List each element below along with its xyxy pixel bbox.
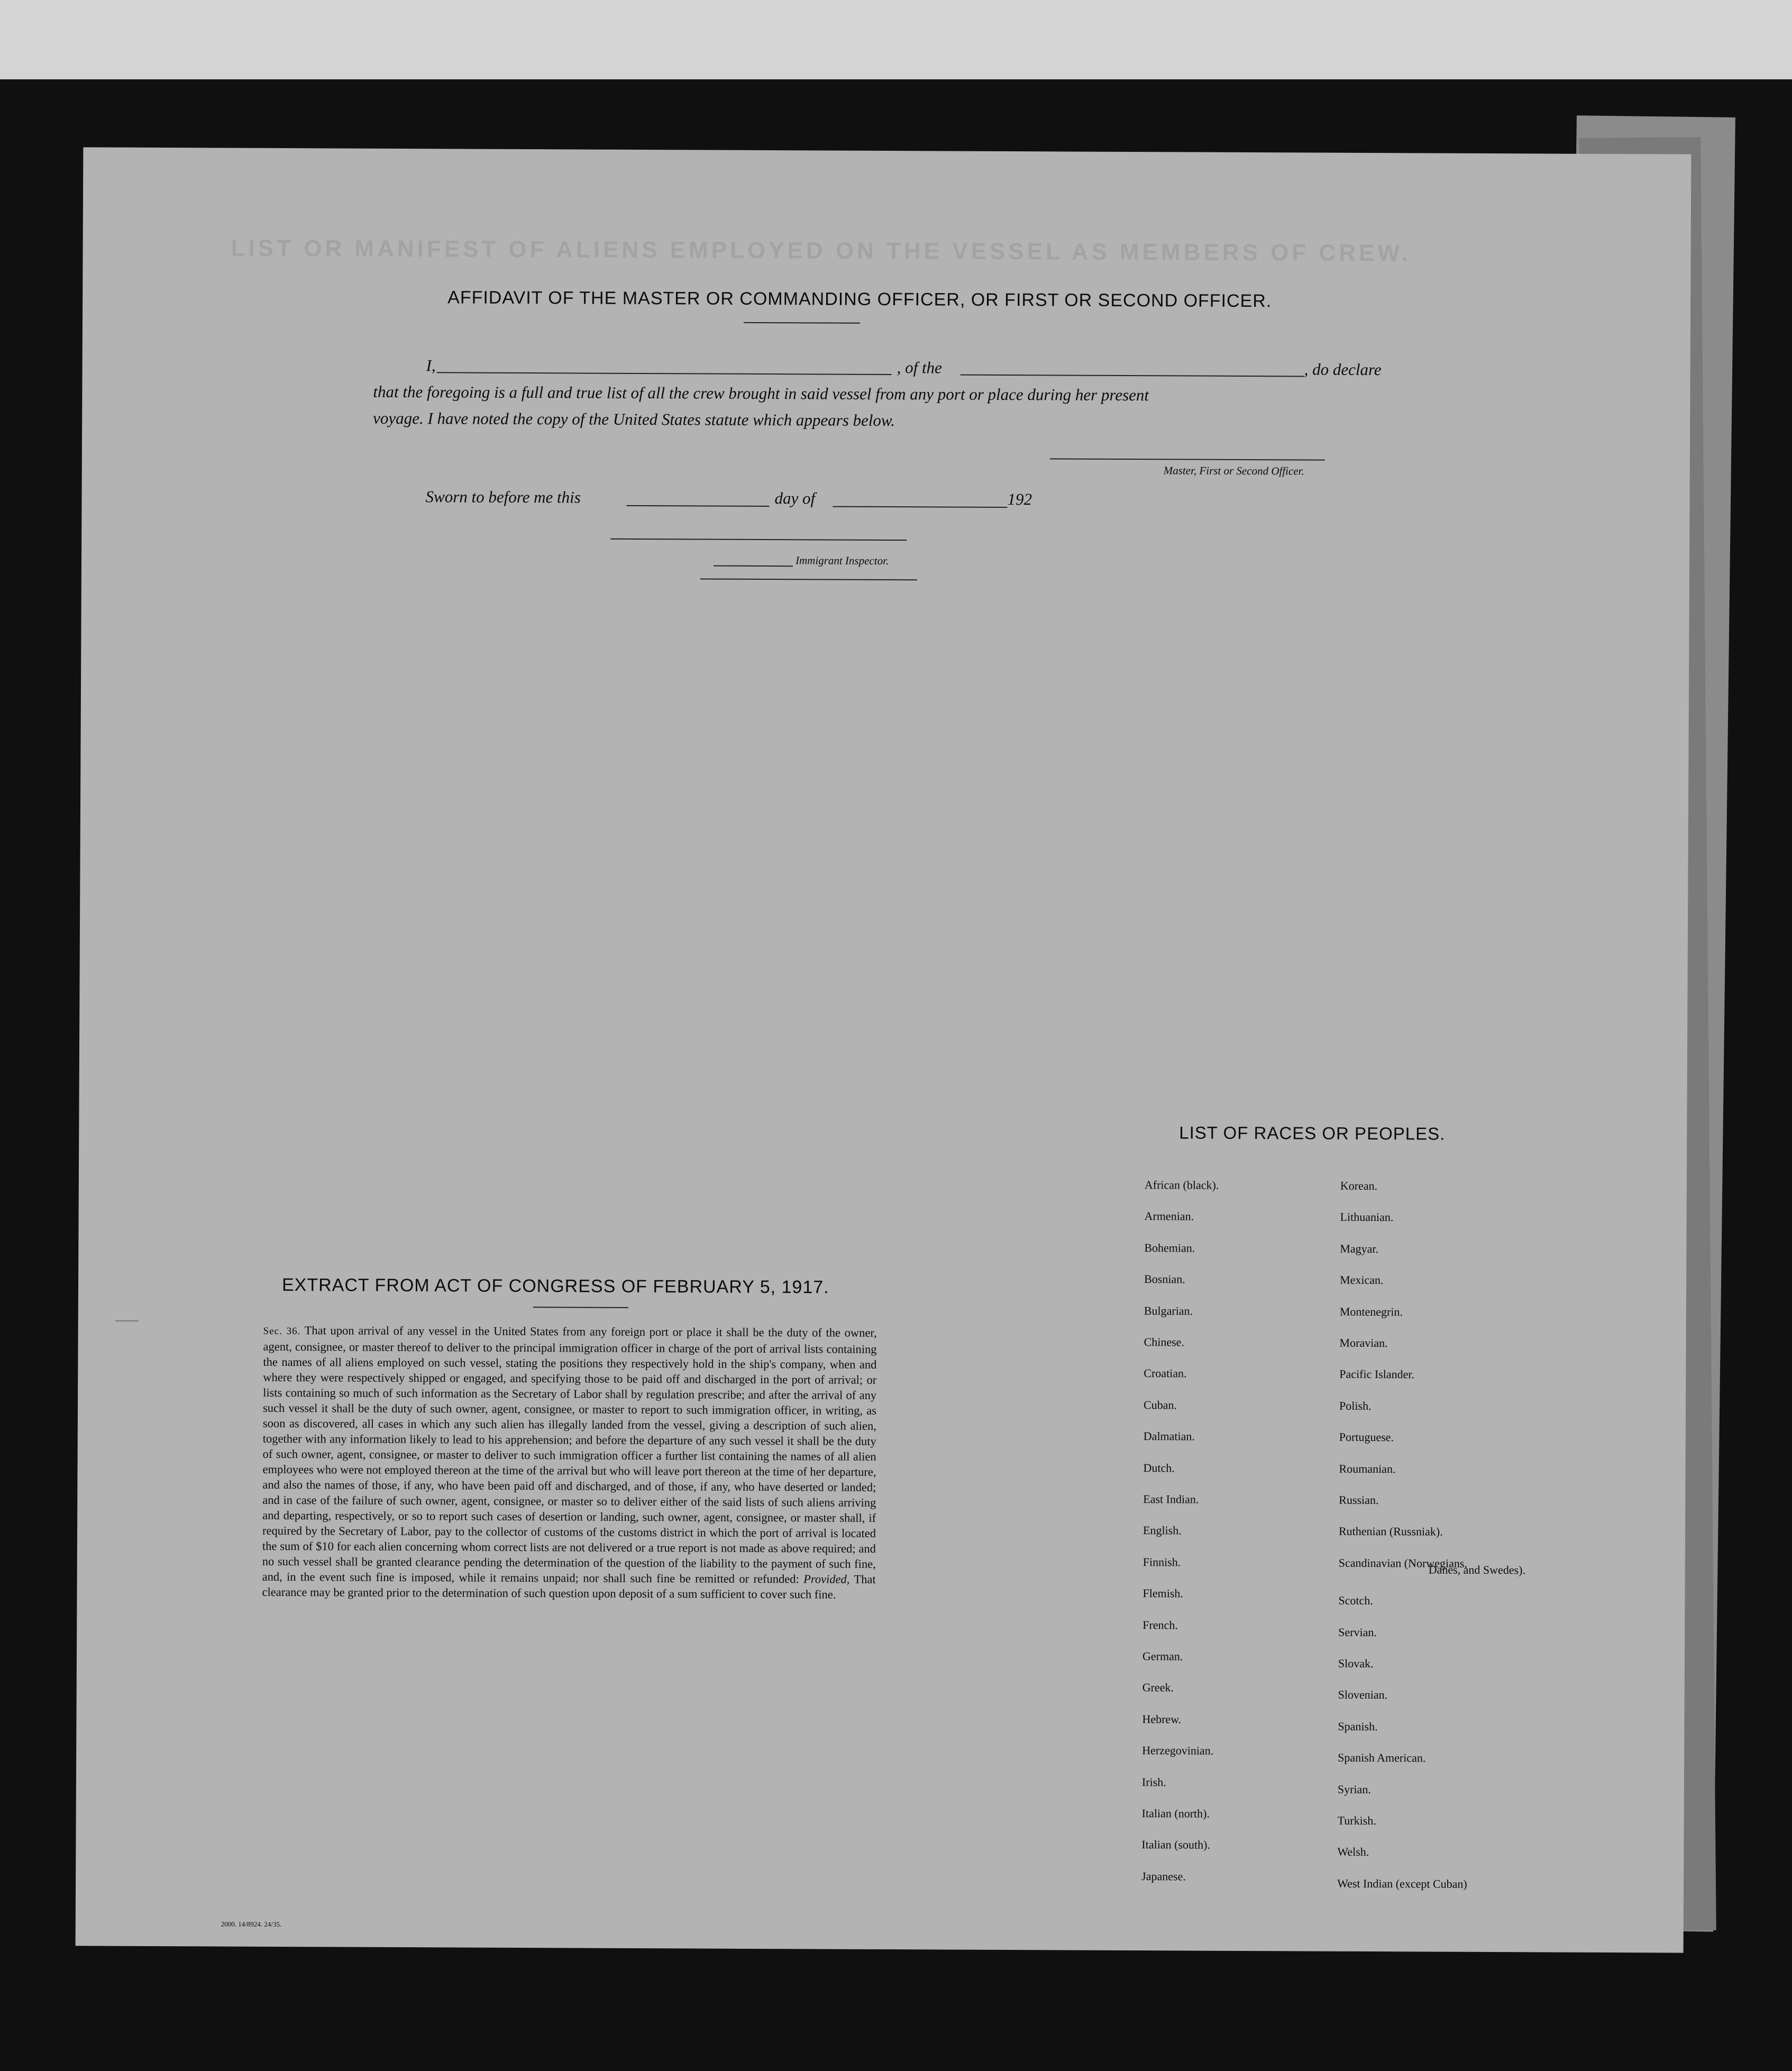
statute-body: That upon arrival of any vessel in the United States from any foreign port or place it shall be the duty of the owner, agent, consignee, or master thereof to deliver to the principal immigration officer in charge of the port of arrival lists containing the names of all aliens employed on such vessel, stating the positions they respectively hold in the ship's company, when and where they were respectively shipped or engaged, and specifying those to be paid off and discharged in the port of arrival; or lists containing so much of such information as the Secretary of Labor shall by regulation prescribe; and after the arrival of any such vessel it shall be the duty of such owner, agent, consignee, or master to report to such immigration officer, in writing, as soon as discovered, all cases in which any such alien has illegally landed from the vessel, giving a description of such alien, together with any information likely to lead to his apprehension; and before the departure of any such vessel it shall be the duty of such owner, agent, consignee, or master to deliver to such immigration officer a further list containing the names of all alien employees who were not employed thereon at the time of the arrival but who will leave port thereon at the time of her departure, and also the names of those, if any, who have been paid off and discharged, and of those, if any, who have deserted or landed; and in case of the failure of such owner, agent, consignee, or master so to deliver either of the said lists of such aliens arriving and departing, respectively, or so to report such cases of desertion or landing, such owner, agent, consignee, or master shall, if required by the Secretary of Labor, pay to the collector of customs of the customs district in which the port of arrival is located the sum of $10 for each alien concerning whom correct lists are not delivered or a true report is not made as above required; and no such vessel shall be granted clearance pending the determination of the question of the liability to the payment of such fine, and, in the event such fine is imposed, while it remains unpaid; nor shall such fine be remitted or refunded:: [262, 1324, 877, 1586]
proviso-word: Provided,: [803, 1572, 850, 1586]
race-right-item: Magyar.: [1340, 1242, 1379, 1255]
name-blank: [437, 372, 892, 375]
title-rule: [744, 322, 860, 324]
year-prefix: 192: [1007, 490, 1032, 509]
race-right-item: Moravian.: [1339, 1336, 1388, 1350]
race-left-item: French.: [1142, 1618, 1178, 1632]
master-label: Master, First or Second Officer.: [1163, 464, 1304, 478]
race-right-item: Montenegrin.: [1339, 1304, 1403, 1318]
statute-text: [262, 1322, 876, 1602]
race-right-item: Lithuanian.: [1340, 1210, 1394, 1224]
race-left-item: Herzegovinian.: [1142, 1744, 1214, 1757]
race-left-item: Cuban.: [1144, 1398, 1177, 1412]
race-scandinavian-cont: Danes, and Swedes).: [1428, 1563, 1526, 1577]
race-right-item: Polish.: [1339, 1399, 1372, 1412]
race-left-item: English.: [1142, 1523, 1182, 1537]
extract-title: EXTRACT FROM ACT OF CONGRESS OF FEBRUARY 5, 1917.: [281, 1275, 829, 1298]
race-right-item: Mexican.: [1340, 1273, 1384, 1287]
declaration-of-the: , of the: [897, 358, 942, 377]
race-left-item: African (black).: [1144, 1178, 1219, 1192]
master-signature-line: [1050, 458, 1325, 460]
race-right-item: Syrian.: [1337, 1782, 1371, 1796]
race-right-item: Portuguese.: [1339, 1430, 1394, 1444]
inspector-label: Immigrant Inspector.: [795, 554, 889, 568]
bleed-through-header: LIST OR MANIFEST OF ALIENS EMPLOYED ON THE VESSEL AS MEMBERS OF CREW.: [231, 235, 1411, 267]
race-right-item: Servian.: [1338, 1625, 1377, 1639]
race-right-item: Scotch.: [1338, 1593, 1373, 1608]
proviso-text: That clearance may be granted prior to the determination of such question upon deposit of a sum sufficient to cover such fine.: [262, 1572, 876, 1601]
section-label: Sec. 36.: [263, 1325, 301, 1337]
declaration-do-declare: , do declare: [1304, 360, 1382, 379]
extract-rule: [533, 1307, 628, 1308]
race-left-item: Japanese.: [1141, 1869, 1186, 1883]
affidavit-title: AFFIDAVIT OF THE MASTER OR COMMANDING OFFICER, OR FIRST OR SECOND OFFICER.: [447, 287, 1272, 312]
race-left-item: Croatian.: [1144, 1366, 1187, 1380]
race-left-item: Italian (north).: [1141, 1807, 1210, 1820]
race-right-item: Slovenian.: [1338, 1688, 1388, 1702]
race-right-item: Slovak.: [1338, 1656, 1374, 1671]
declaration-line3: voyage. I have noted the copy of the United States statute which appears below.: [373, 408, 895, 430]
manifest-page: [76, 147, 1692, 1953]
race-right-item: West Indian (except Cuban): [1337, 1876, 1467, 1891]
month-blank: [833, 506, 1007, 508]
inspector-under-rule: [700, 578, 917, 580]
race-left-item: East Indian.: [1143, 1492, 1199, 1506]
race-left-item: Dalmatian.: [1143, 1429, 1195, 1443]
race-left-item: Italian (south).: [1141, 1838, 1211, 1852]
stamp-mark: [115, 1320, 139, 1329]
inspector-lead-line: [714, 565, 793, 567]
scanner-top-strip: [0, 0, 1792, 79]
race-left-item: Irish.: [1141, 1775, 1166, 1789]
race-left-item: German.: [1142, 1649, 1183, 1663]
inspector-signature-line: [610, 539, 907, 541]
day-label: day of: [774, 489, 816, 508]
race-right-item: Pacific Islander.: [1339, 1367, 1415, 1381]
race-right-item: Korean.: [1340, 1179, 1378, 1193]
race-right-item: Spanish American.: [1338, 1750, 1426, 1765]
race-right-item: Turkish.: [1337, 1813, 1376, 1828]
races-title: LIST OF RACES OR PEOPLES.: [1179, 1123, 1446, 1144]
race-right-item: Ruthenian (Russniak).: [1338, 1525, 1443, 1539]
declaration-line2: that the foregoing is a full and true list of all the crew brought in said vessel from any port or place during her present: [373, 382, 1149, 405]
race-right-item: Roumanian.: [1339, 1462, 1396, 1475]
race-left-item: Dutch.: [1143, 1461, 1175, 1475]
sworn-prefix: Sworn to before me this: [425, 487, 581, 507]
race-left-item: Greek.: [1142, 1681, 1174, 1694]
race-right-item: Spanish.: [1338, 1719, 1378, 1733]
race-left-item: Chinese.: [1144, 1335, 1185, 1349]
race-left-item: Bohemian.: [1144, 1240, 1195, 1255]
race-left-item: Bulgarian.: [1144, 1303, 1193, 1318]
race-right-item: Russian.: [1339, 1493, 1379, 1507]
race-left-item: Flemish.: [1142, 1586, 1183, 1600]
race-left-item: Bosnian.: [1144, 1272, 1185, 1286]
race-left-item: Armenian.: [1144, 1209, 1194, 1223]
form-print-code: 2000. 14/8924. 24/35.: [221, 1920, 282, 1929]
race-left-item: Hebrew.: [1142, 1712, 1182, 1726]
race-right-item: Scandinavian (Norwegians,: [1338, 1556, 1467, 1570]
race-right-item: Welsh.: [1337, 1845, 1369, 1859]
race-left-item: Finnish.: [1142, 1555, 1181, 1569]
day-blank: [626, 505, 769, 507]
declaration-i: I,: [426, 356, 436, 375]
vessel-blank: [961, 375, 1304, 377]
